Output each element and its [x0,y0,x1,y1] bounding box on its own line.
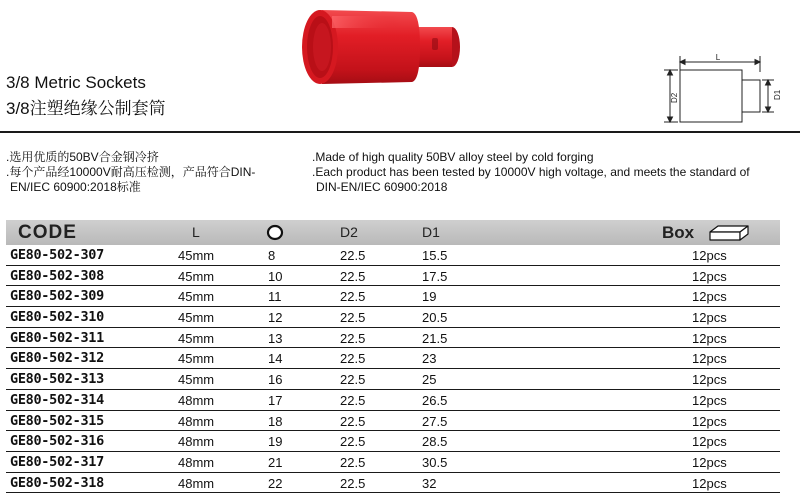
cell-d1: 15.5 [422,248,448,263]
description-cn-line: .每个产品经10000V耐高压检测，产品符合DIN- [6,165,256,179]
cell-length: 48mm [178,392,215,408]
cell-code: GE80-502-315 [10,412,104,429]
description-en [312,150,796,195]
cell-d2: 22.5 [340,310,366,326]
table-row [6,369,780,390]
cell-d2: 22.5 [340,475,366,491]
cell-d2: 22.5 [340,434,366,450]
cell-code: GE80-502-316 [10,433,104,450]
cell-box: 12pcs [692,310,727,326]
hexagon-size-icon [266,224,284,241]
header-divider [0,131,800,133]
cell-code: GE80-502-317 [10,453,104,470]
spec-table [6,220,780,493]
cell-d1: 23 [422,351,437,367]
table-row [6,390,780,411]
cell-d1: 17.5 [422,268,448,284]
table-row [6,431,780,452]
cell-d2: 22.5 [340,330,366,346]
cell-size: 19 [268,434,283,450]
cell-d1: 27.5 [422,413,448,429]
cell-box: 12pcs [692,248,727,263]
dimension-drawing [660,52,796,128]
table-header [6,220,780,245]
cell-d1: 32 [422,475,437,491]
cell-box: 12pcs [692,268,727,284]
cell-length: 48mm [178,413,215,429]
table-row [6,286,780,307]
cell-code: GE80-502-310 [10,309,104,326]
description-en-line: .Made of high quality 50BV alloy steel by cold forging [312,150,594,164]
cell-size: 11 [268,289,282,305]
cell-box: 12pcs [692,434,727,450]
box-icon [708,224,750,242]
page-title-en: 3/8 Metric Sockets [6,73,146,92]
cell-code: GE80-502-318 [10,474,104,491]
cell-code: GE80-502-313 [10,371,104,388]
cell-size: 8 [268,248,276,263]
column-header-d1: D1 [422,224,440,240]
cell-box: 12pcs [692,289,727,305]
cell-d1: 26.5 [422,392,448,408]
cell-box: 12pcs [692,454,727,470]
cell-box: 12pcs [692,372,727,388]
cell-code: GE80-502-309 [10,288,104,305]
table-row [6,245,780,266]
cell-code: GE80-502-312 [10,350,104,367]
description-en-line: DIN-EN/IEC 60900:2018 [316,180,448,194]
description-en-line: .Each product has been tested by 10000V high voltage, and meets the standard of [312,165,750,179]
cell-size: 22 [268,475,283,491]
cell-d2: 22.5 [340,351,366,367]
cell-box: 12pcs [692,392,727,408]
cell-size: 18 [268,413,283,429]
cell-length: 45mm [178,268,215,284]
cell-d1: 19 [422,289,437,305]
table-row [6,266,780,287]
cell-size: 16 [268,372,283,388]
cell-length: 45mm [178,372,215,388]
dimension-label-l: L [715,53,721,62]
table-row [6,452,780,473]
column-header-d2: D2 [340,224,358,240]
cell-d1: 25 [422,372,437,388]
description-cn-line: .选用优质的50BV合金钢冷挤 [6,150,159,164]
cell-size: 10 [268,268,283,284]
cell-d1: 28.5 [422,434,448,450]
cell-length: 45mm [178,248,215,263]
dimension-label-d1: D1 [773,89,782,100]
description-cn [6,150,288,195]
cell-box: 12pcs [692,475,727,491]
cell-size: 14 [268,351,283,367]
cell-d2: 22.5 [340,268,366,284]
cell-size: 13 [268,330,283,346]
cell-d2: 22.5 [340,372,366,388]
description-cn-line: EN/IEC 60900:2018标准 [10,180,141,194]
cell-box: 12pcs [692,413,727,429]
column-header-length: L [192,224,200,240]
cell-size: 12 [268,310,283,326]
cell-code: GE80-502-308 [10,267,104,284]
cell-size: 17 [268,392,283,408]
cell-length: 45mm [178,351,215,367]
column-header-code: CODE [18,222,77,243]
cell-code: GE80-502-307 [10,247,104,263]
cell-length: 45mm [178,330,215,346]
cell-code: GE80-502-311 [10,329,104,346]
cell-d2: 22.5 [340,413,366,429]
cell-size: 21 [268,454,283,470]
cell-box: 12pcs [692,330,727,346]
cell-d2: 22.5 [340,248,366,263]
cell-d1: 30.5 [422,454,448,470]
cell-d2: 22.5 [340,392,366,408]
dimension-label-d2: D2 [670,92,679,103]
table-row [6,348,780,369]
table-row [6,473,780,494]
page-title-cn: 3/8注塑绝缘公制套筒 [6,99,166,118]
table-row [6,328,780,349]
cell-d2: 22.5 [340,454,366,470]
cell-box: 12pcs [692,351,727,367]
cell-code: GE80-502-314 [10,391,104,408]
table-body [6,245,780,493]
cell-length: 48mm [178,454,215,470]
column-header-box: Box [662,223,695,242]
cell-length: 48mm [178,434,215,450]
cell-length: 45mm [178,310,215,326]
socket-product-image [292,6,462,88]
table-row [6,411,780,432]
cell-length: 48mm [178,475,215,491]
cell-d1: 21.5 [422,330,448,346]
cell-length: 45mm [178,289,215,305]
cell-d1: 20.5 [422,310,448,326]
table-row [6,307,780,328]
cell-d2: 22.5 [340,289,366,305]
